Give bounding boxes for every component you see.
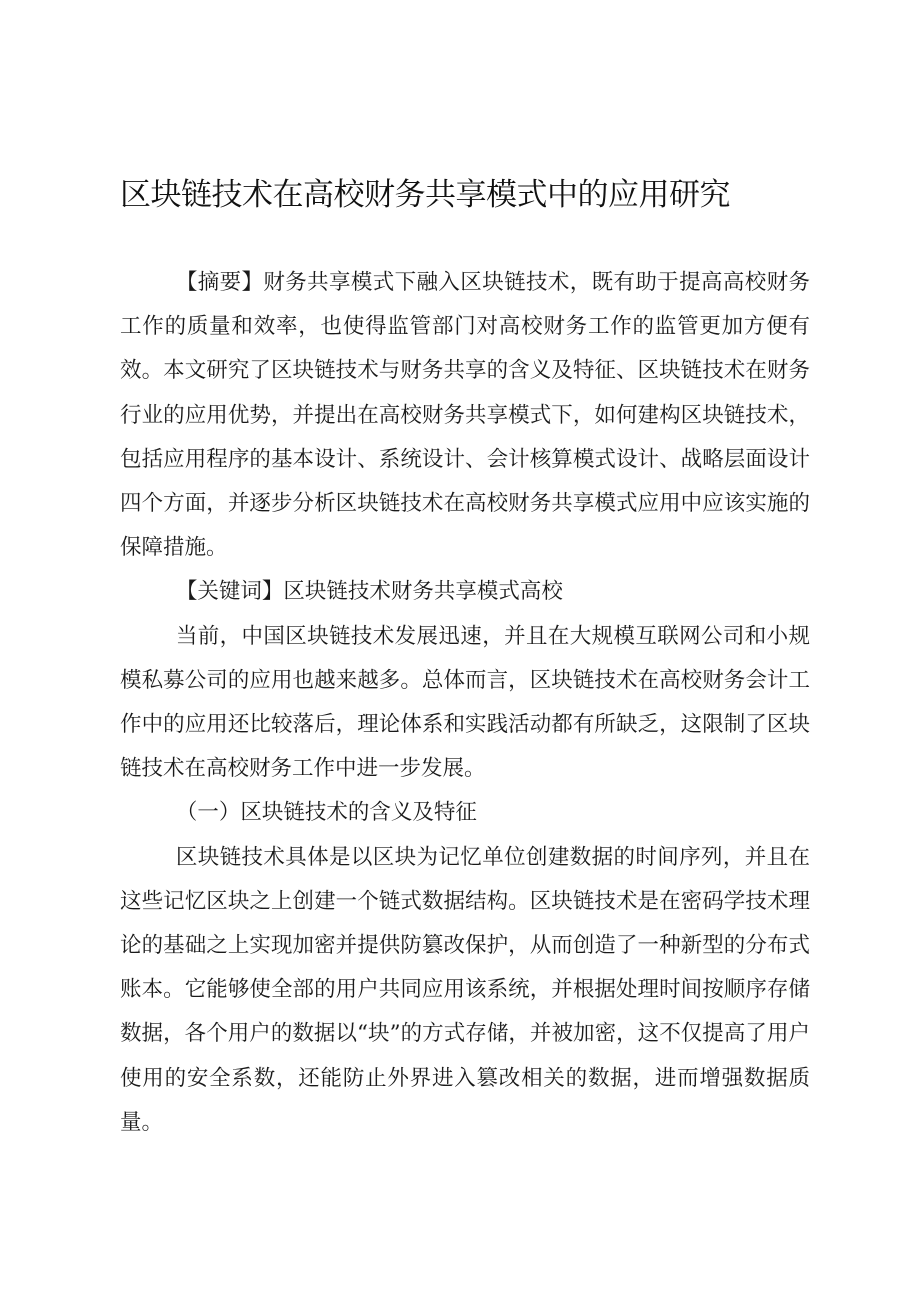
abstract-paragraph: 【摘要】财务共享模式下融入区块链技术，既有助于提高高校财务工作的质量和效率，也使得监管部门对高校财务工作的监管更加方便有效。本文研究了区块链技术与财务共享的含义及特征、区块链技术在财务行业的应用优势，并提出在高校财务共享模式下，如何建构区块链技术，包括应用程序的基本设计、系统设计、会计核算模式设计、战略层面设计四个方面，并逐步分析区块链技术在高校财务共享模式应用中应该实施的保障措施。 — [120, 270, 810, 561]
document-title: 区块链技术在高校财务共享模式中的应用研究 — [120, 177, 730, 213]
body-paragraph: 区块链技术具体是以区块为记忆单位创建数据的时间序列，并且在这些记忆区块之上创建一个链式数据结构。区块链技术是在密码学技术理论的基础之上实现加密并提供防篡改保护，从而创造了一种新型的分布式账本。它能够使全部的用户共同应用该系统，并根据处理时间按顺序存储数据，各个用户的数据以“块”的方式存储，并被加密，这不仅提高了用户使用的安全系数，还能防止外界进入篡改相关的数据，进而增强数据质量。 — [120, 844, 810, 1135]
document-body — [120, 261, 810, 1145]
keywords-paragraph: 【关键词】区块链技术财务共享模式高校 — [175, 579, 563, 605]
section-heading: （一）区块链技术的含义及特征 — [175, 800, 477, 826]
intro-paragraph: 当前，中国区块链技术发展迅速，并且在大规模互联网公司和小规模私募公司的应用也越来越多。总体而言，区块链技术在高校财务会计工作中的应用还比较落后，理论体系和实践活动都有所缺乏，这限制了区块链技术在高校财务工作中进一步发展。 — [120, 623, 810, 782]
